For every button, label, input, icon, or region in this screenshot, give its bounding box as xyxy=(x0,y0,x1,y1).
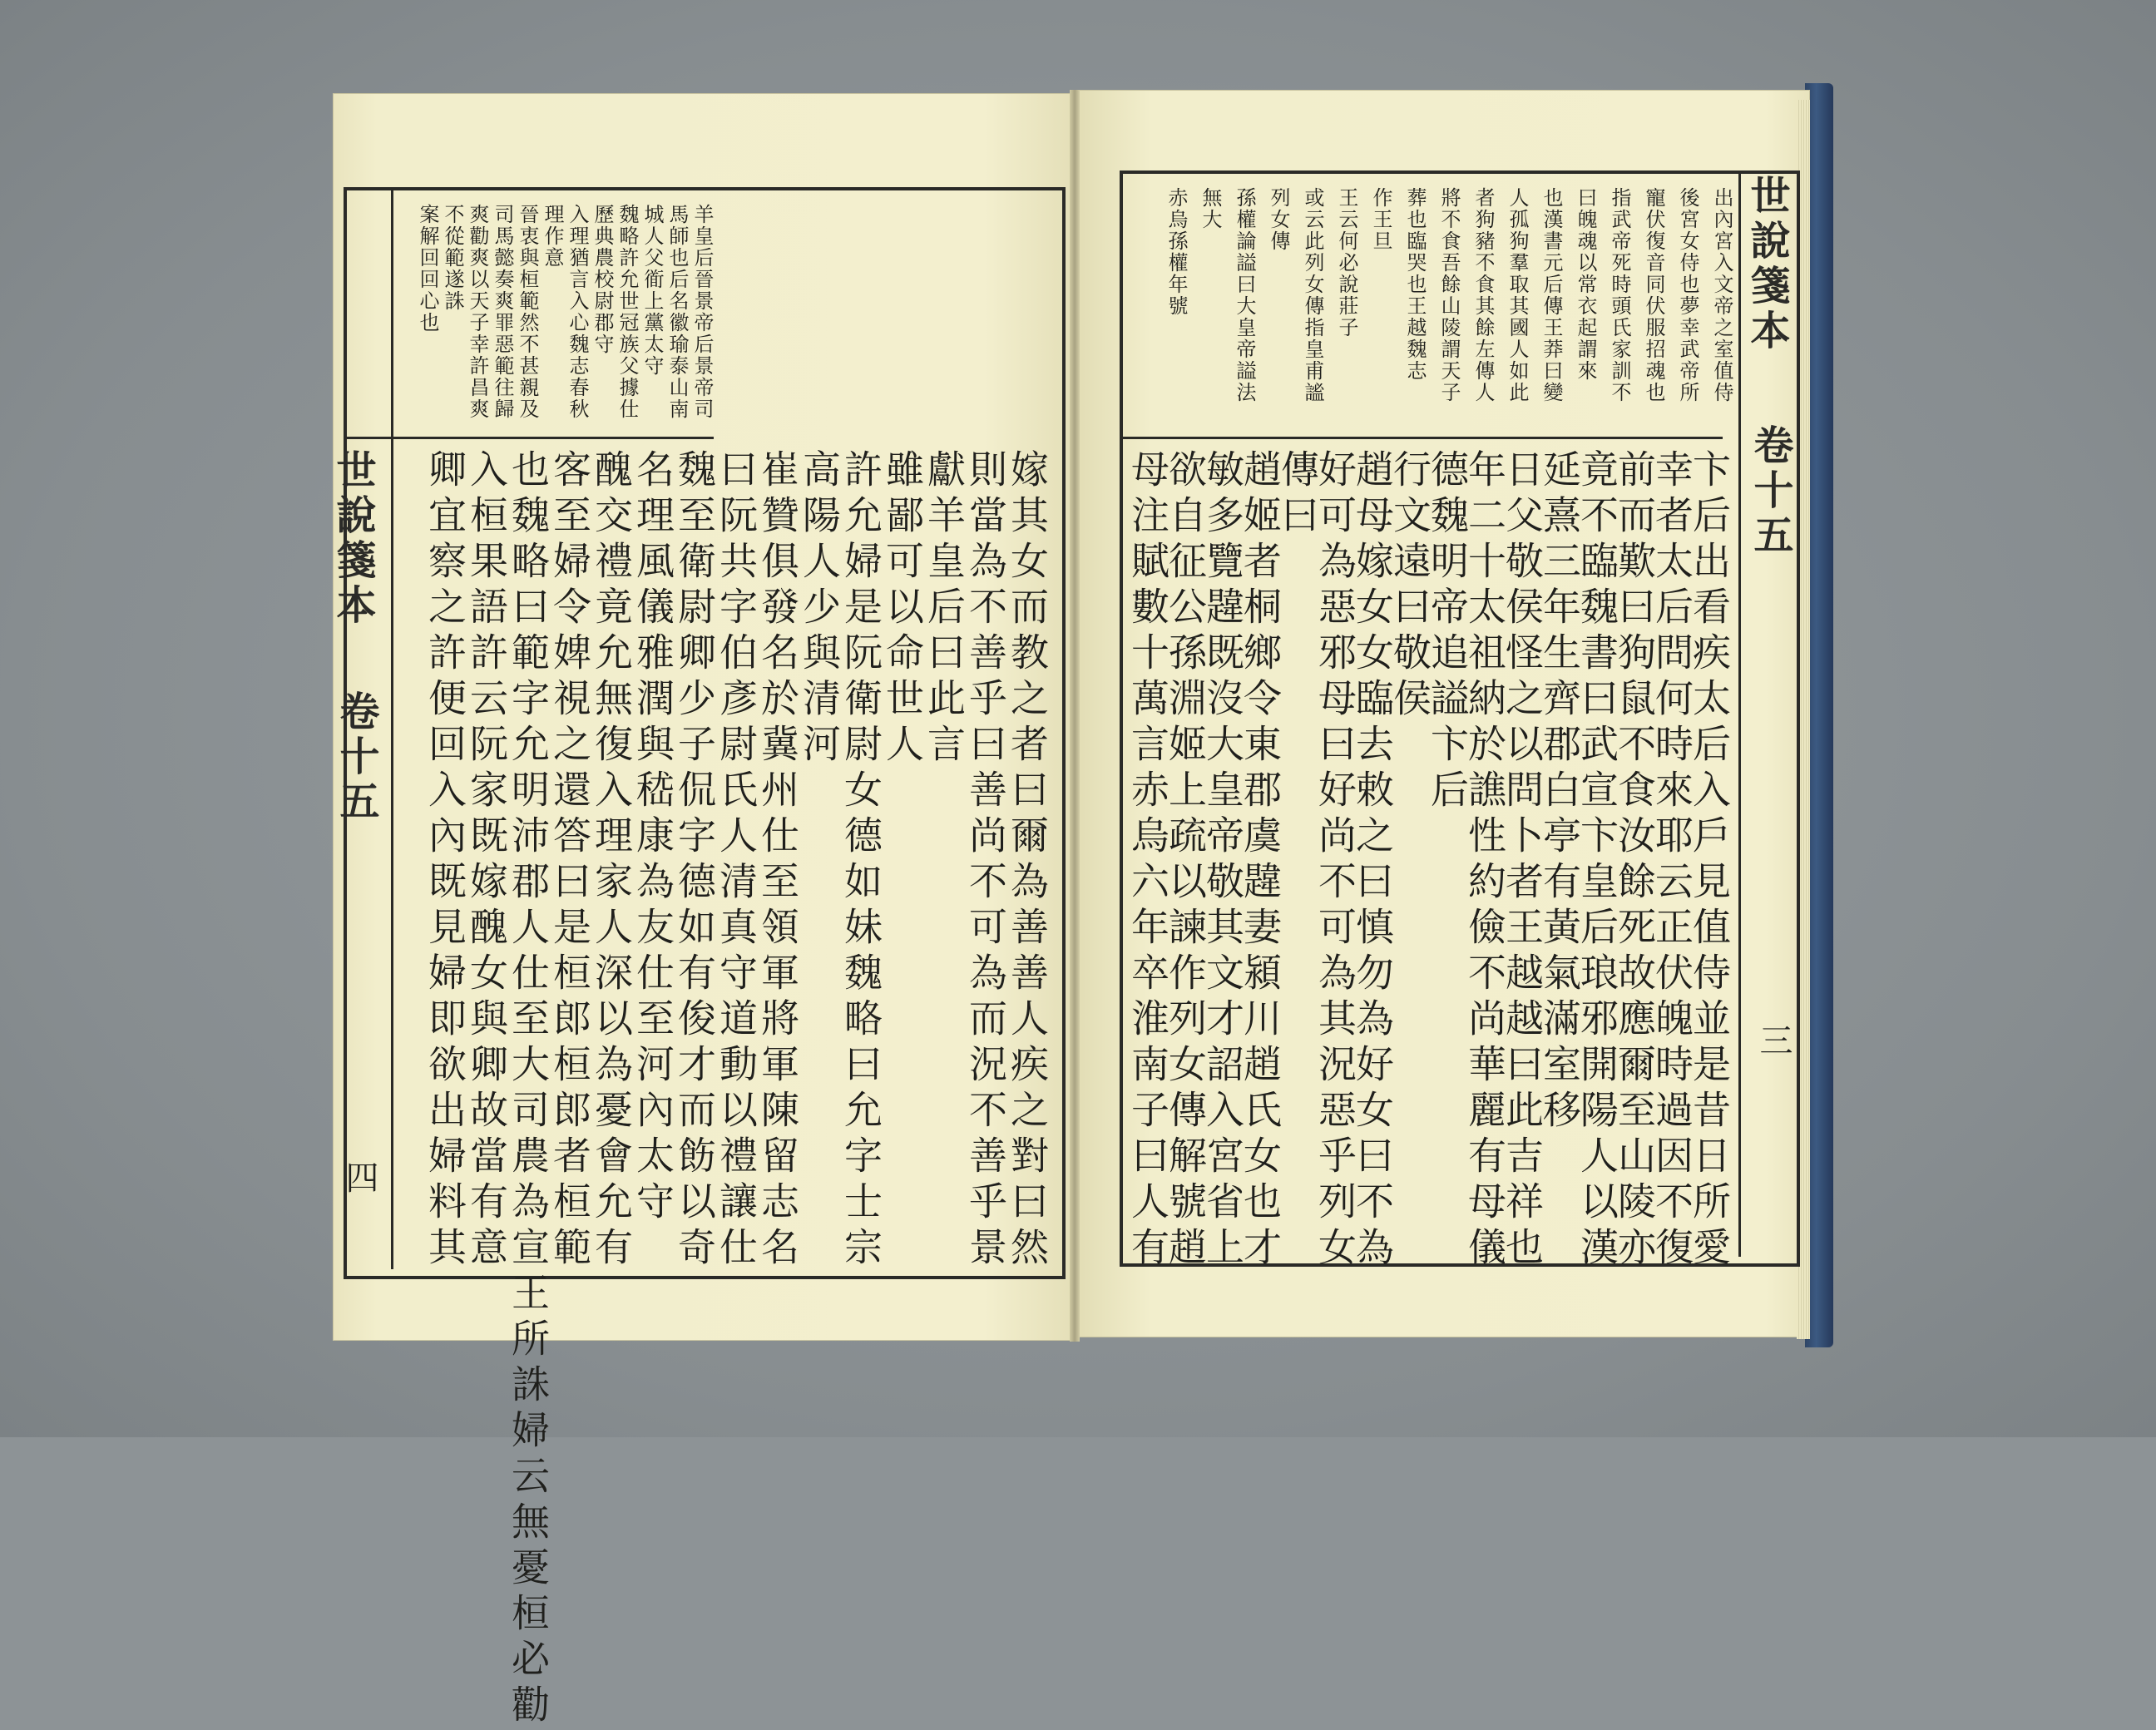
main-text-column: 母注賦數十萬言赤烏六年卒淮南子曰人有 xyxy=(1125,449,1170,1273)
main-text-column: 入桓果語許云阮家既嫁醜女與卿故當有意 xyxy=(464,449,509,1273)
main-text-column: 德魏明帝追謚卞后 xyxy=(1425,449,1470,815)
main-text-column: 高陽人少與清河 xyxy=(797,449,842,769)
main-text-column: 趙母嫁女女臨去敕之曰慎勿為好女曰不為 xyxy=(1350,449,1395,1273)
header-note-column: 也漢書元后傳王莽曰變 xyxy=(1540,187,1563,403)
header-note-column: 理作意 xyxy=(541,204,564,269)
main-text-column: 則當為不善乎曰善尚不可為而況不善乎景 xyxy=(963,449,1008,1273)
main-text-column: 竟不臨魏書曰武宣卞皇后琅邪開陽人以漢 xyxy=(1575,449,1619,1273)
book-gutter xyxy=(1070,90,1080,1342)
main-text-column: 年二十太祖納於譙性約儉不尚華麗有母儀 xyxy=(1462,449,1507,1273)
left-center-column-rule xyxy=(391,190,393,1269)
main-text-column: 卞后出看疾太后入戶見值侍並是昔日所愛 xyxy=(1687,449,1732,1273)
main-text-column: 崔贊俱發名於冀州仕至領軍將軍陳留志名 xyxy=(755,449,800,1273)
header-note-column: 寵伏復音同伏服招魂也 xyxy=(1642,187,1665,403)
main-text-column: 趙姬者桐鄉令東郡虞韙妻潁川趙氏女也才 xyxy=(1238,449,1283,1273)
header-note-column: 出內宮入文帝之室值侍 xyxy=(1710,187,1733,403)
main-text-column: 名理風儀雅潤與嵇康為友仕至河內太守 xyxy=(630,449,675,1227)
main-text-column: 獻羊皇后曰此言 xyxy=(922,449,967,769)
header-note-column: 列女傳 xyxy=(1267,187,1290,252)
header-note-column: 後宮女侍也夢幸武帝所 xyxy=(1676,187,1699,403)
header-note-column: 將不食吾餘山陵謂天子 xyxy=(1437,187,1461,403)
main-text-column: 幸者太后問何時來耶云正伏魄時過因不復 xyxy=(1649,449,1694,1273)
right-center-title: 世說箋本 xyxy=(1743,175,1790,354)
header-note-column: 曰魄魂以常衣起謂來 xyxy=(1574,187,1597,382)
header-note-column: 羊皇后晉景帝后景帝司 xyxy=(690,204,714,420)
main-text-column: 醜交禮竟允無復入理家人深以為憂會允有 xyxy=(589,449,634,1273)
header-note-column: 馬師也后名徽瑜泰山南 xyxy=(665,204,689,420)
main-text-column: 卿宜察之許便回入內既見婦即欲出婦料其 xyxy=(423,449,467,1273)
main-text-column: 前而歎曰狗鼠不食汝餘死故應爾至山陵亦 xyxy=(1612,449,1657,1273)
main-text-column: 客至婦令婢視之還答曰是桓郎桓郎者桓範 xyxy=(547,449,592,1273)
main-text-column: 欲自征公孫淵姬上疏以諫作列女傳解號趙 xyxy=(1163,449,1208,1273)
main-text-column: 也魏略曰範字允明沛郡人仕至大司農為宣王所誅婦云無憂桓必勸 xyxy=(506,449,551,1730)
right-center-volume: 卷十五 xyxy=(1747,424,1793,559)
header-note-column: 不從範遂誅 xyxy=(441,204,464,312)
header-note-column: 赤烏孫權年號 xyxy=(1165,187,1188,317)
right-page-number: 三 xyxy=(1754,1023,1793,1058)
header-note-column: 司馬懿奏爽罪惡範往歸 xyxy=(491,204,514,420)
left-page-number: 四 xyxy=(340,1160,378,1195)
main-text-column: 日父敬侯怪之以問卜者王越越曰此吉祥也 xyxy=(1500,449,1545,1273)
header-note-column: 爽勸爽以天子幸許昌爽 xyxy=(466,204,489,420)
right-center-column-rule xyxy=(1738,174,1741,1257)
main-text-column: 延熹三年生齊郡白亭有黃氣滿室移 xyxy=(1537,449,1582,1135)
header-note-column: 城人父衜上黨太守 xyxy=(640,204,664,377)
left-header-rule xyxy=(344,437,714,439)
header-note-column: 葬也臨哭也王越魏志 xyxy=(1403,187,1427,382)
header-note-column: 或云此列女傳指皇甫謐 xyxy=(1301,187,1324,403)
main-text-column: 敏多覽韙既沒大皇帝敬其文才詔入宮省上 xyxy=(1200,449,1245,1273)
header-note-column: 指武帝死時頭氏家訓不 xyxy=(1608,187,1631,403)
header-note-column: 王云何必說莊子 xyxy=(1335,187,1358,339)
left-center-volume: 卷十五 xyxy=(333,690,379,825)
header-note-column: 案解回回心也 xyxy=(416,204,439,334)
main-text-column: 嫁其女而教之者曰爾為善善人疾之對曰然 xyxy=(1005,449,1050,1273)
main-text-column: 許允婦是阮衛尉女德如妹魏略曰允字士宗 xyxy=(838,449,883,1273)
main-text-column: 行文遠曰敬侯 xyxy=(1387,449,1432,724)
main-text-column: 魏至衛尉卿少子侃字德如有俊才而飭以奇 xyxy=(672,449,717,1273)
header-note-column: 孫權論謚曰大皇帝謚法 xyxy=(1233,187,1256,403)
main-text-column: 雖鄙可以命世人 xyxy=(880,449,925,769)
header-note-column: 者狗豬不食其餘左傳人 xyxy=(1471,187,1495,403)
main-text-column: 好可為惡邪母曰好尚不可為其況惡乎列女 xyxy=(1313,449,1357,1273)
main-text-column: 曰阮共字伯彥尉氏人清真守道動以禮讓仕 xyxy=(714,449,759,1273)
header-note-column: 魏略許允世冠族父據仕 xyxy=(616,204,639,420)
header-note-column: 無大 xyxy=(1199,187,1222,230)
header-note-column: 晉衷與桓範然不甚親及 xyxy=(516,204,539,420)
header-note-column: 作王旦 xyxy=(1369,187,1392,252)
header-note-column: 歷典農校尉郡守 xyxy=(591,204,614,355)
main-text-column: 傳曰 xyxy=(1275,449,1320,541)
right-header-rule xyxy=(1120,437,1723,439)
header-note-column: 入理猶言入心魏志春秋 xyxy=(566,204,589,420)
left-center-title: 世說箋本 xyxy=(329,449,376,629)
header-note-column: 人孤狗羣取其國人如此 xyxy=(1506,187,1529,403)
